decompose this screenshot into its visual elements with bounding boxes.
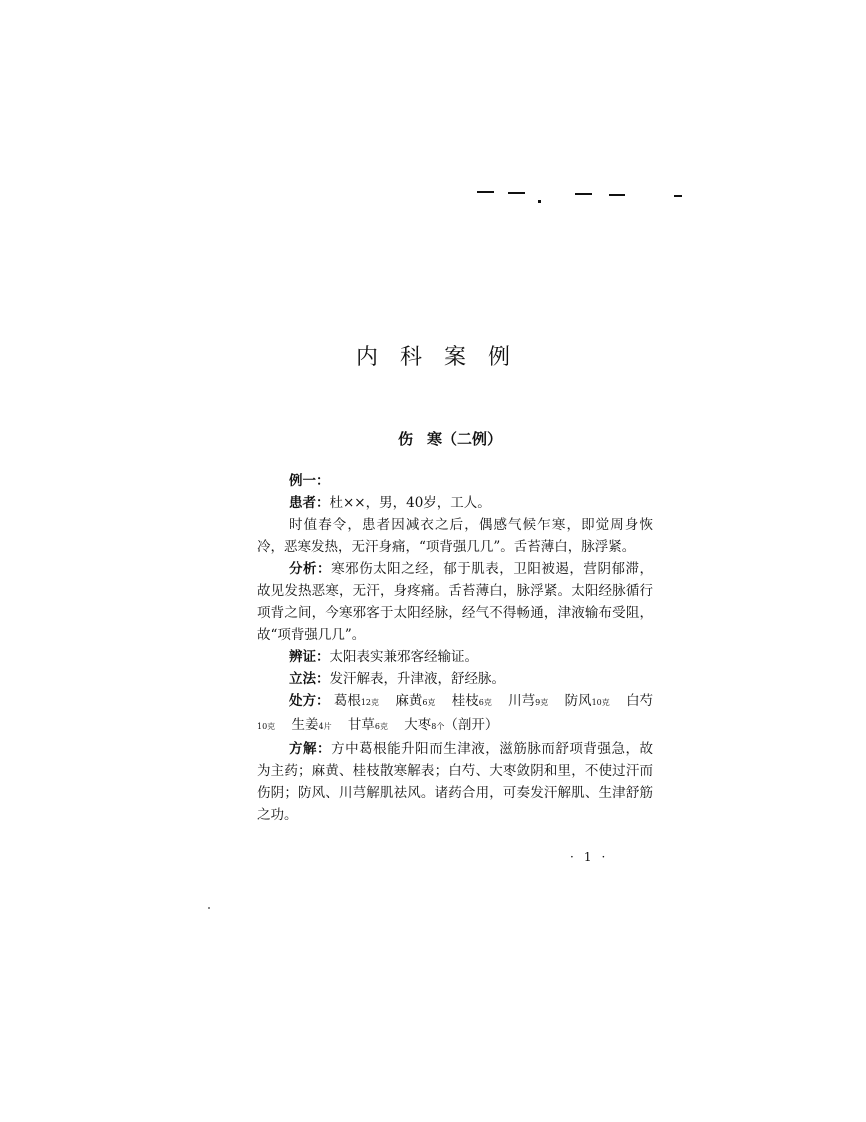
herb-item: 桂枝6克 <box>451 693 492 709</box>
analysis-text: 寒邪伤太阳之经，郁于肌表，卫阳被遏，营阴郁滞，故见发热恶寒，无汗，身疼痛。舌苔薄白，脉浮紧。太阳经脉循行项背之间，今寒邪客于太阳经脉，经气不得畅通，津液输布受阻，故“项背强几几”。 <box>257 561 654 643</box>
method-label: 立法： <box>289 671 330 687</box>
scan-speck <box>208 907 210 909</box>
diagnosis-text: 太阳表实兼邪客经输证。 <box>329 649 478 665</box>
analysis-paragraph <box>257 558 653 646</box>
patient-line <box>257 492 653 514</box>
herb-item: 川芎9克 <box>508 693 549 709</box>
herb-note: （剖开） <box>444 717 499 733</box>
herb-item: 麻黄6克 <box>395 693 436 709</box>
herb-item: 生姜4片 <box>291 717 332 733</box>
section-title-part1: 伤 <box>397 430 413 448</box>
page-number: ·1· <box>570 850 616 864</box>
header-dash <box>609 194 625 196</box>
herb-item: 防风10克 <box>564 693 610 709</box>
prescription-label: 处方： <box>289 693 330 709</box>
header-dash <box>508 192 525 194</box>
header-dot <box>538 200 541 203</box>
case-label: 例一： <box>289 473 330 489</box>
patient-label: 患者： <box>289 495 330 511</box>
herb-item: 葛根12克 <box>333 693 380 709</box>
header-dash <box>477 191 494 193</box>
chapter-title: 内科案例 <box>355 345 532 370</box>
herb-item: 甘草6克 <box>347 717 388 733</box>
explanation-text: 方中葛根能升阳而生津液，滋筋脉而舒项背强急，故为主药；麻黄、桂枝散寒解表；白芍、大枣敛阴和里，不使过汗而伤阴；防风、川芎解肌祛风。诸药合用，可奏发汗解肌、生津舒筋之功。 <box>257 741 654 823</box>
method-text: 发汗解表，升津液，舒经脉。 <box>329 671 505 687</box>
case-body <box>257 470 653 826</box>
header-dash <box>575 193 592 195</box>
explanation-label: 方解： <box>289 741 332 757</box>
section-title <box>0 428 866 449</box>
patient-text: 杜××，男，40岁，工人。 <box>329 495 491 511</box>
diagnosis-line <box>257 646 653 668</box>
explanation-paragraph <box>257 738 653 826</box>
method-line <box>257 668 653 690</box>
history-paragraph: 时值春令，患者因减衣之后，偶感气候乍寒，即觉周身恢冷，恶寒发热，无汗身痛，“项背强几几”。舌苔薄白，脉浮紧。 <box>257 517 653 555</box>
herb-item: 白芍10克 <box>257 693 654 731</box>
section-title-part2: 寒 <box>426 430 442 448</box>
section-subtitle: （二例） <box>442 430 503 448</box>
diagnosis-label: 辨证： <box>289 649 330 665</box>
herb-item: 大枣8个 <box>404 717 445 733</box>
case-label-line <box>257 470 653 492</box>
analysis-label: 分析： <box>289 561 332 577</box>
header-dash <box>674 195 682 197</box>
prescription-paragraph <box>257 690 653 738</box>
